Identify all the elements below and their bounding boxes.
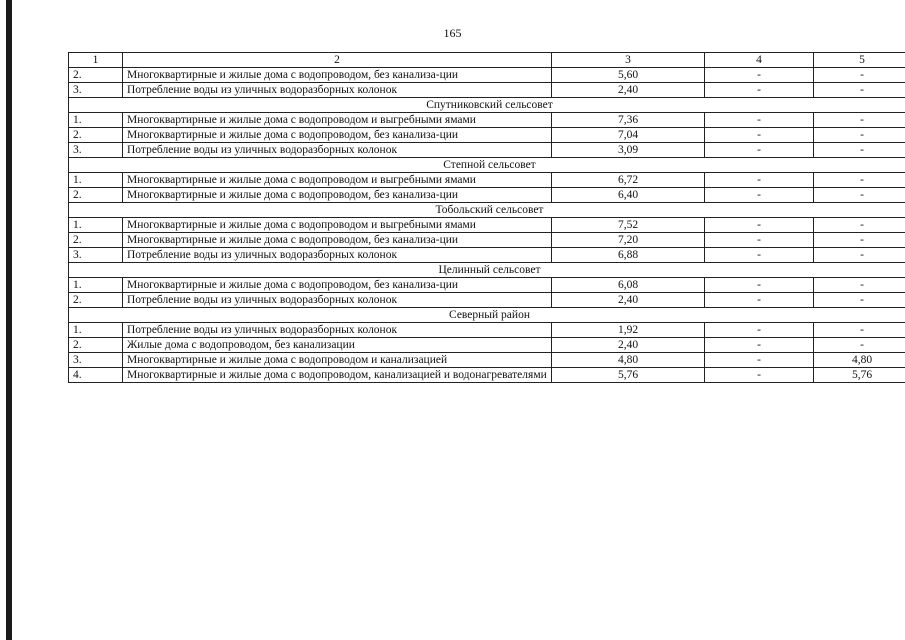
section-header-row [69,263,905,278]
row-col4: - [705,173,814,188]
row-description: Многоквартирные и жилые дома с водопроводом и канализацией [123,353,552,368]
section-title: Целинный сельсовет [69,263,905,278]
row-description: Многоквартирные и жилые дома с водопроводом и выгребными ямами [123,113,552,128]
header-cell-1: 1 [69,53,123,68]
row-col4: - [705,368,814,383]
row-number: 3. [69,248,123,263]
row-value: 7,52 [552,218,705,233]
row-value: 7,20 [552,233,705,248]
row-col4: - [705,323,814,338]
table-row [69,323,905,338]
row-value: 6,40 [552,188,705,203]
row-value: 2,40 [552,338,705,353]
row-col5: - [814,323,905,338]
row-number: 3. [69,83,123,98]
row-description: Многоквартирные и жилые дома с водопроводом, канализацией и водонагревателями [123,368,552,383]
row-value: 1,92 [552,323,705,338]
row-value: 2,40 [552,83,705,98]
row-col5: - [814,218,905,233]
page-number: 165 [443,26,462,40]
table-row [69,188,905,203]
section-title: Тобольский сельсовет [69,203,905,218]
row-col4: - [705,233,814,248]
row-col5: - [814,173,905,188]
row-col4: - [705,113,814,128]
row-description: Многоквартирные и жилые дома с водопроводом и выгребными ямами [123,218,552,233]
row-col5: - [814,143,905,158]
row-col4: - [705,278,814,293]
row-description: Потребление воды из уличных водоразборных колонок [123,323,552,338]
row-description: Многоквартирные и жилые дома с водопроводом, без канализа-ции [123,188,552,203]
table-row [69,173,905,188]
row-value: 7,36 [552,113,705,128]
table-row [69,338,905,353]
row-value: 3,09 [552,143,705,158]
row-col5: - [814,338,905,353]
section-title: Северный район [69,308,905,323]
row-col5: - [814,128,905,143]
scan-edge-bar [6,0,12,640]
row-number: 2. [69,188,123,203]
row-col5: 4,80 [814,353,905,368]
row-value: 2,40 [552,293,705,308]
row-description: Многоквартирные и жилые дома с водопроводом, без канализа-ции [123,128,552,143]
row-number: 3. [69,353,123,368]
row-col5: - [814,278,905,293]
section-header-row [69,158,905,173]
section-title: Спутниковский сельсовет [69,98,905,113]
row-col4: - [705,338,814,353]
row-col4: - [705,248,814,263]
row-col4: - [705,83,814,98]
table-row [69,218,905,233]
row-description: Потребление воды из уличных водоразборных колонок [123,293,552,308]
table-row [69,278,905,293]
row-number: 3. [69,143,123,158]
table-row [69,113,905,128]
table-row [69,68,905,83]
row-description: Многоквартирные и жилые дома с водопроводом и выгребными ямами [123,173,552,188]
table-row [69,128,905,143]
row-number: 4. [69,368,123,383]
row-number: 2. [69,233,123,248]
header-cell-2: 2 [123,53,552,68]
row-col5: - [814,113,905,128]
row-description: Потребление воды из уличных водоразборных колонок [123,143,552,158]
row-number: 2. [69,128,123,143]
table-row [69,233,905,248]
table-row [69,83,905,98]
header-cell-5: 5 [814,53,905,68]
row-value: 6,88 [552,248,705,263]
row-col4: - [705,188,814,203]
row-col5: - [814,293,905,308]
row-col5: - [814,68,905,83]
row-description: Многоквартирные и жилые дома с водопроводом, без канализа-ции [123,68,552,83]
row-col4: - [705,218,814,233]
row-col5: - [814,188,905,203]
table-row [69,368,905,383]
row-number: 1. [69,218,123,233]
row-description: Многоквартирные и жилые дома с водопроводом, без канализа-ции [123,278,552,293]
norms-table [68,52,905,383]
row-value: 5,60 [552,68,705,83]
row-value: 6,08 [552,278,705,293]
section-header-row [69,98,905,113]
row-value: 7,04 [552,128,705,143]
row-number: 2. [69,68,123,83]
table-body [69,53,905,383]
table-row [69,353,905,368]
row-value: 4,80 [552,353,705,368]
section-title: Степной сельсовет [69,158,905,173]
row-col4: - [705,293,814,308]
section-header-row [69,308,905,323]
row-number: 1. [69,323,123,338]
row-col4: - [705,128,814,143]
row-col5: - [814,233,905,248]
row-col5: - [814,248,905,263]
table-row [69,293,905,308]
row-description: Многоквартирные и жилые дома с водопроводом, без канализа-ции [123,233,552,248]
row-value: 6,72 [552,173,705,188]
row-col5: 5,76 [814,368,905,383]
row-number: 2. [69,293,123,308]
row-description: Потребление воды из уличных водоразборных колонок [123,248,552,263]
row-number: 1. [69,113,123,128]
row-number: 1. [69,173,123,188]
row-description: Жилые дома с водопроводом, без канализации [123,338,552,353]
row-number: 1. [69,278,123,293]
table-row [69,248,905,263]
row-col4: - [705,143,814,158]
row-col5: - [814,83,905,98]
header-cell-3: 3 [552,53,705,68]
row-description: Потребление воды из уличных водоразборных колонок [123,83,552,98]
section-header-row [69,203,905,218]
row-col4: - [705,353,814,368]
row-value: 5,76 [552,368,705,383]
row-number: 2. [69,338,123,353]
table-row [69,143,905,158]
header-cell-4: 4 [705,53,814,68]
header-row [69,53,905,68]
row-col4: - [705,68,814,83]
